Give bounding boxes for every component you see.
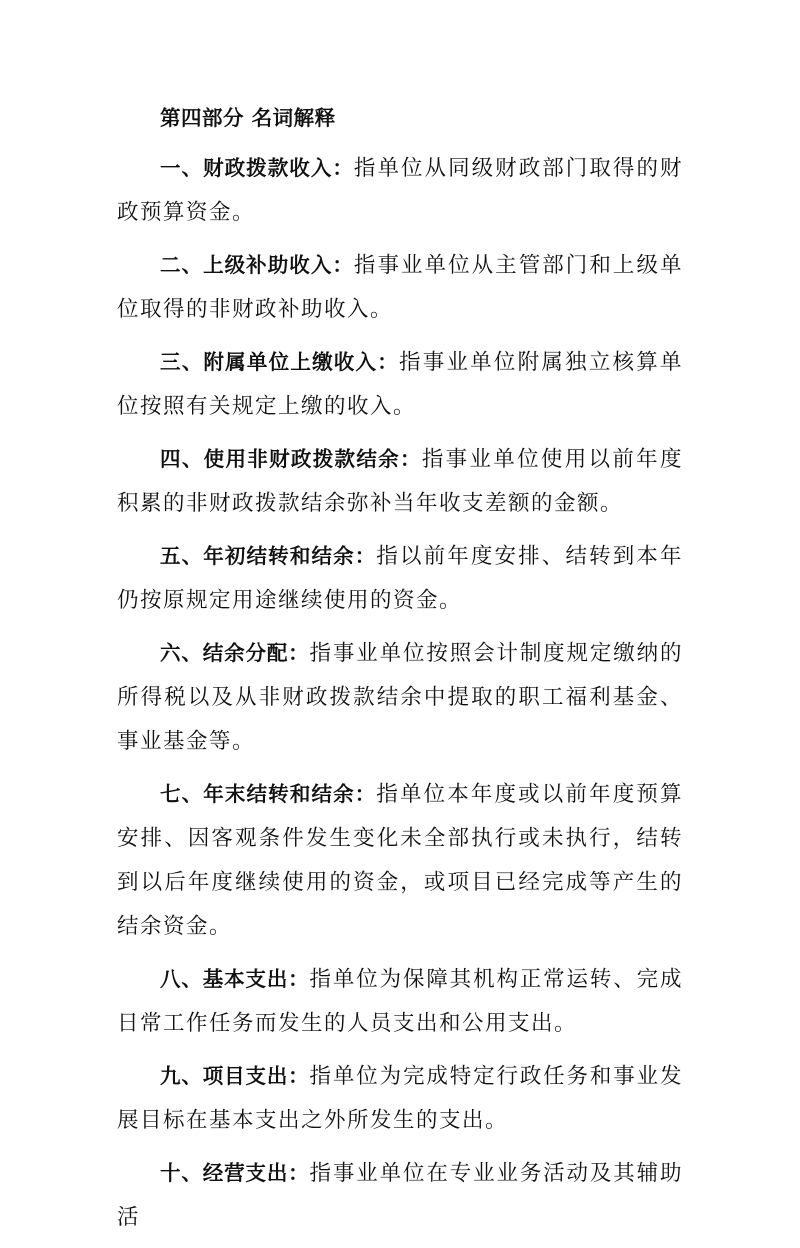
section-title: 第四部分 名词解释 [160, 106, 336, 130]
entry-term: 七、年末结转和结余： [160, 782, 377, 806]
definition-entry-7 [117, 772, 683, 949]
entry-term: 二、上级补助收入： [160, 253, 354, 277]
document-body [117, 96, 683, 1248]
definition-entry-8 [117, 957, 683, 1046]
entry-definition: 指事业单位按照会计制度规定缴纳的所得税以及从非财政拨款结余中提取的职工福利基金、事业基金等。 [117, 641, 683, 754]
entry-definition: 指单位本年度或以前年度预算安排、因客观条件发生变化未全部执行或未执行，结转到以后年度继续使用的资金，或项目已经完成等产生的结余资金。 [117, 782, 683, 939]
entry-definition: 指单位为保障其机构正常运转、完成日常工作任务而发生的人员支出和公用支出。 [117, 967, 683, 1036]
entry-term: 四、使用非财政拨款结余： [160, 447, 422, 471]
definition-entry-10 [117, 1151, 683, 1240]
entry-definition: 指以前年度安排、结转到本年仍按原规定用途继续使用的资金。 [117, 544, 683, 613]
entry-term: 九、项目支出： [160, 1064, 310, 1088]
entry-term: 一、财政拨款收入： [160, 156, 354, 180]
entry-definition: 指单位为完成特定行政任务和事业发展目标在基本支出之外所发生的支出。 [117, 1064, 683, 1133]
entry-definition: 指事业单位从主管部门和上级单位取得的非财政补助收入。 [117, 253, 683, 322]
definition-entry-3 [117, 340, 683, 429]
entry-term: 八、基本支出： [160, 967, 310, 991]
entry-definition: 指单位从同级财政部门取得的财政预算资金。 [117, 156, 683, 225]
definition-entry-2 [117, 243, 683, 332]
entry-term: 六、结余分配： [160, 641, 310, 665]
definition-entry-9 [117, 1054, 683, 1143]
entry-definition: 指事业单位使用以前年度积累的非财政拨款结余弥补当年收支差额的金额。 [117, 447, 683, 516]
definition-entry-6 [117, 631, 683, 764]
definition-entry-1 [117, 146, 683, 235]
entry-term: 三、附属单位上缴收入： [160, 350, 399, 374]
entry-term: 十、经营支出： [160, 1161, 310, 1185]
entry-term: 五、年初结转和结余： [160, 544, 377, 568]
entry-definition: 指事业单位在专业业务活动及其辅助活 [117, 1161, 683, 1230]
entry-definition: 指事业单位附属独立核算单位按照有关规定上缴的收入。 [117, 350, 683, 419]
definition-entry-4 [117, 437, 683, 526]
definition-entry-5 [117, 534, 683, 623]
